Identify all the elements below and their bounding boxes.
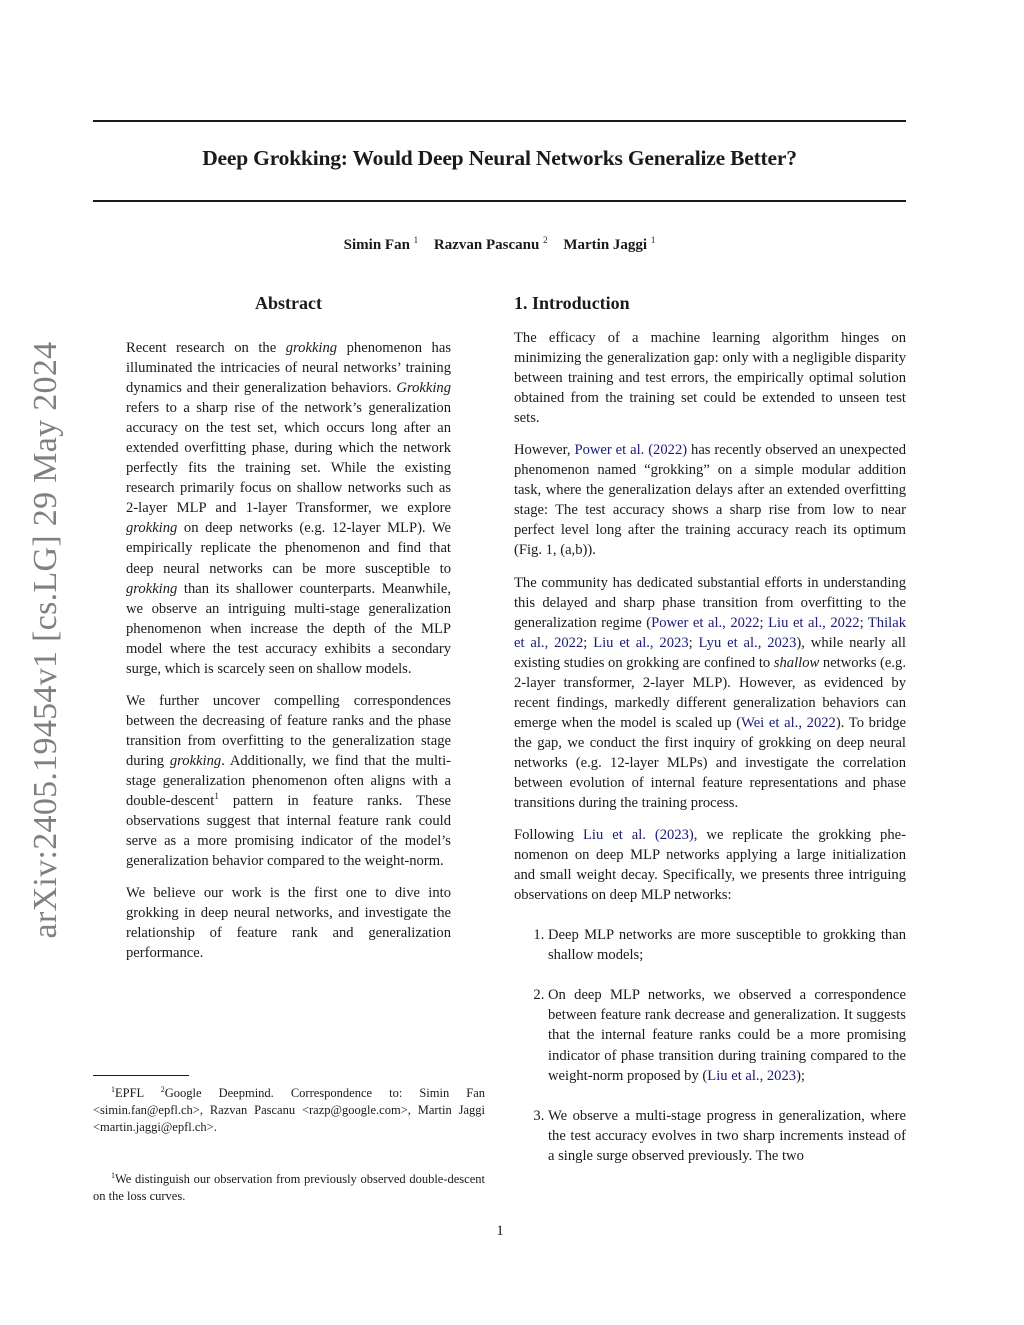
left-column <box>126 290 451 975</box>
abstract-paragraph: We believe our work is the first one to dive into grokking in deep neural networks, and investigate the relationship of feature rank and generalization performance. <box>126 885 451 962</box>
footnote-mark[interactable]: 1 <box>214 791 219 802</box>
intro-paragraph: The community has dedicated substantial efforts in understanding this delayed and sharp phase transition from overfitting to the generalization regime (Power et al., 2022; Liu et al., 2022; Thilak et al., 2022; Liu et al., 2023; Lyu et al., 2023), while nearly all existing studies on grokking are confined to shallow networks (e.g. 2-layer transformer, 2-layer MLP). However, as evidenced by recent findings, markedly different generalization behaviors can emerge when the model is scaled up (Wei et al., 2022). To bridge the gap, we conduct the first inquiry of grokking on deep neural networks (e.g. 12-layer MLPs) and investigate the correlation between evolution of internal feature representations and phase transitions during the training process. <box>514 574 906 812</box>
arxiv-stamp[interactable]: arXiv:2405.19454v1 [cs.LG] 29 May 2024 <box>27 341 64 939</box>
title-rule-bottom <box>93 200 906 202</box>
citation-link[interactable]: Liu et al., 2023 <box>593 634 689 651</box>
title-rule-top <box>93 120 906 122</box>
intro-paragraph: Following Liu et al. (2023), we replicate the grokking phenomenon on deep MLP networks applying a large initialization and small weight decay. Specifically, we presents three intriguing observations on deep MLP networks: <box>514 827 906 904</box>
abstract-paragraph: We further uncover compelling correspondences between the decreasing of feature ranks and the phase transition from overfitting to the generalization stage during grokking. Additionally, we find that the multi-stage generalization phenomenon often aligns with a double-descent$^1$ pattern in feature ranks. These observations suggest that internal feature rank could serve as a more promising indicator of the model’s generalization behavior compared to the weight-norm. <box>126 692 451 870</box>
footnote-rule <box>93 1075 189 1076</box>
affiliation-mark: 2 <box>543 235 548 245</box>
author-name: Simin Fan <box>343 237 410 253</box>
affiliation-mark: 1 <box>650 235 656 245</box>
affiliation-mark: 1 <box>413 235 419 245</box>
author <box>563 237 655 253</box>
footnote-double-descent: $^1$We distinguish our observation from previously observed double-descent on the loss curves. <box>93 1171 485 1204</box>
citation-link[interactable]: Liu et al., 2023 <box>707 1067 797 1084</box>
footnote-affiliations: $^1$EPFL $^2$Google Deepmind. Correspondence to: Simin Fan <simin.fan@epfl.ch>, Razvan Pascanu <razp@google.com>, Martin Jaggi <martin.jaggi@epfl.ch>. <box>93 1085 486 1135</box>
citation-link[interactable]: Liu et al., 2022 <box>768 614 860 631</box>
abstract-heading: Abstract <box>255 293 322 313</box>
author-name: Razvan Pascanu <box>433 237 540 253</box>
section-heading-introduction: 1. Introduction <box>514 293 630 313</box>
author <box>344 237 419 253</box>
observations-list <box>514 925 906 1165</box>
page-number: 1 <box>496 1223 504 1239</box>
paper-title: Deep Grokking: Would Deep Neural Networks Generalize Better? <box>202 146 797 170</box>
citation-link[interactable]: Thilak et al., 2022 <box>514 614 906 651</box>
author-list <box>93 235 906 254</box>
list-item: 2. On deep MLP networks, we observed a correspondence between feature rank decrease and generalization. It suggests that the internal feature ranks could be a more promising indicator of phase transition during training compared to the weight-norm proposed by (Liu et al., 2023); <box>548 985 906 1085</box>
citation-link[interactable]: Power et al. (2022) <box>574 442 688 459</box>
list-item: 3. We observe a multi-stage progress in generalization, where the test accuracy evolves in two sharp increments instead of a single surge observed previously. The two <box>548 1106 906 1166</box>
intro-paragraph: However, Power et al. (2022) has recently observed an unexpected phenomenon named “grokking” on a simple modular addition task, where the generalization delays after an extended overfitting stage: The test accuracy shows a sharp rise from low to near perfect level long after the training accuracy reach its optimum (Fig. 1, (a,b)). <box>514 442 906 559</box>
figure-link[interactable]: 1 <box>545 542 553 559</box>
author <box>434 237 548 253</box>
abstract-paragraph: Recent research on the grokking phenomenon has illuminated the intricacies of neural networks’ training dynamics and their generalization behaviors. Grokking refers to a sharp rise of the network’s generalization accuracy on the test set, which occurs long after an extended overfitting phase, during which the network perfectly fits the training set. While the existing research primarily focus on shallow networks such as 2-layer MLP and 1-layer Transformer, we explore grokking on deep networks (e.g. 12-layer MLP). We empirically replicate the phenomenon and find that deep neural networks can be more susceptible to grokking than its shallower counterparts. Meanwhile, we observe an intriguing multi-stage generalization phenomenon when increase the depth of the MLP model where the test accuracy exhibits a secondary surge, which is scarcely seen on shallow models. <box>126 340 452 677</box>
list-item: 1. Deep MLP networks are more susceptible to grokking than shallow models; <box>548 925 906 965</box>
right-column <box>514 290 906 1186</box>
citation-link[interactable]: Wei et al., 2022 <box>741 714 836 731</box>
citation-link[interactable]: Lyu et al., 2023 <box>698 634 797 651</box>
author-name: Martin Jaggi <box>563 237 648 253</box>
citation-link[interactable]: Power et al., 2022 <box>651 614 760 631</box>
citation-link[interactable]: Liu et al. (2023) <box>582 827 694 844</box>
intro-paragraph: The efficacy of a machine learning algorithm hinges on minimizing the generalization gap: only with a negligible disparity between training and test errors, the empirically optimal solution obtained from the training set could be extended to unseen test sets. <box>514 330 906 427</box>
